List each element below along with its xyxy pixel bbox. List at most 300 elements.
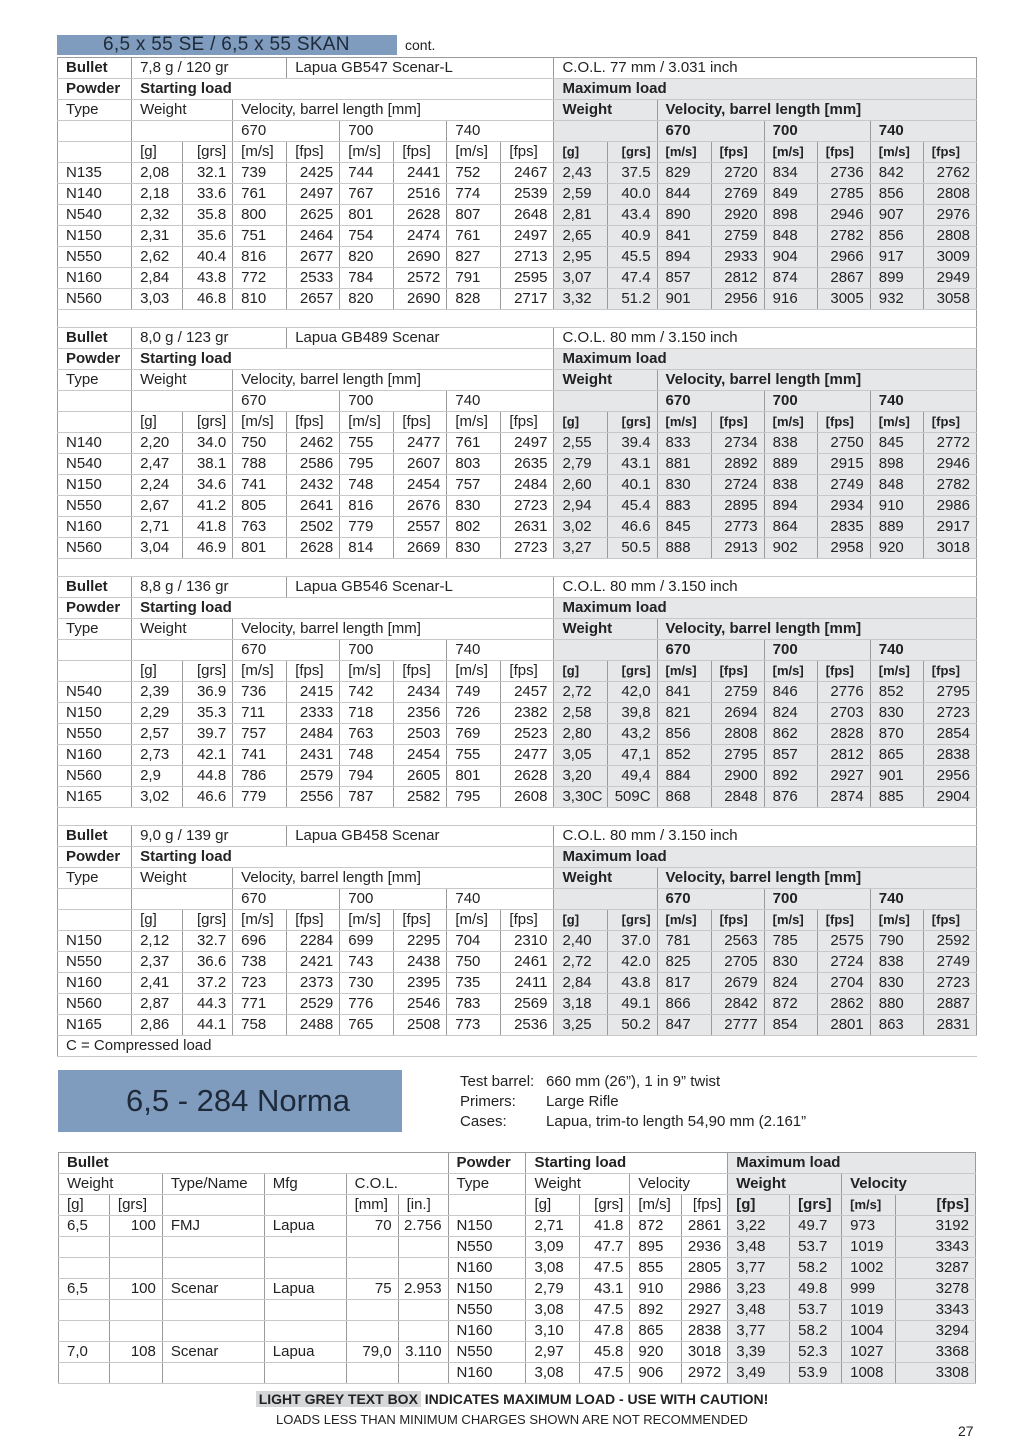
cell: 868: [657, 787, 711, 808]
unit-fps: [fps]: [817, 412, 870, 433]
cell: 2295: [394, 931, 447, 952]
cell: 42,0: [607, 682, 657, 703]
cell: 3.110: [398, 1342, 448, 1363]
max-weight-label: Weight: [554, 619, 657, 640]
cell: 833: [657, 433, 711, 454]
cell: 2425: [287, 163, 340, 184]
cell: 36.6: [183, 952, 233, 973]
cell: 816: [233, 247, 287, 268]
cell: 49.8: [790, 1279, 842, 1300]
unit-fps: [fps]: [501, 412, 554, 433]
cell: 2769: [711, 184, 764, 205]
unit-ms: [m/s]: [870, 142, 923, 163]
cell: 47.5: [580, 1258, 630, 1279]
norma-row: [59, 1342, 976, 1363]
cell: 801: [340, 205, 394, 226]
bullet-row: [58, 58, 977, 79]
cell: 3,48: [728, 1237, 790, 1258]
cell: 3009: [923, 247, 976, 268]
cell: 785: [764, 931, 817, 952]
cell: 817: [657, 973, 711, 994]
cell: 2723: [501, 496, 554, 517]
cell: 889: [870, 517, 923, 538]
cell: 2,47: [132, 454, 183, 475]
unit-g: [g]: [554, 910, 607, 931]
cell: 781: [657, 931, 711, 952]
cell: 6,5: [59, 1279, 110, 1300]
norma-units: [59, 1195, 976, 1216]
cell: N165: [58, 1015, 132, 1036]
unit-g: [g]: [728, 1195, 790, 1216]
cell: 2920: [711, 205, 764, 226]
cell: 2713: [501, 247, 554, 268]
cell: 2838: [923, 745, 976, 766]
type-row: [58, 100, 977, 121]
cell: 2569: [501, 994, 554, 1015]
cell: 2808: [923, 226, 976, 247]
norma-row: [59, 1237, 976, 1258]
cell: 39.4: [607, 433, 657, 454]
cell: 848: [764, 226, 817, 247]
cell: 45.4: [607, 496, 657, 517]
cell: 47.7: [580, 1237, 630, 1258]
cell: 2900: [711, 766, 764, 787]
cell: 2608: [501, 787, 554, 808]
cell: 3,02: [554, 517, 607, 538]
cell: 794: [340, 766, 394, 787]
norma-row: [59, 1279, 976, 1300]
cell: 779: [340, 517, 394, 538]
unit-ms: [m/s]: [447, 661, 501, 682]
cell: 830: [447, 538, 501, 559]
load-row: [58, 184, 977, 205]
cell: 2454: [394, 745, 447, 766]
norma-mfg-label: Mfg: [264, 1174, 346, 1195]
cell: 880: [870, 994, 923, 1015]
starting-load-label: Starting load: [132, 79, 554, 100]
load-row: [58, 538, 977, 559]
unit-g: [g]: [132, 910, 183, 931]
bullet-weight: 9,0 g / 139 gr: [132, 826, 287, 847]
starting-load-label: Starting load: [132, 847, 554, 868]
cell: 2,20: [132, 433, 183, 454]
cell: 902: [764, 538, 817, 559]
cell: 805: [233, 496, 287, 517]
cell: 751: [233, 226, 287, 247]
cell: 2310: [501, 931, 554, 952]
cell: [109, 1300, 162, 1321]
unit-ms: [m/s]: [233, 661, 287, 682]
cell: [264, 1300, 346, 1321]
cell: 6,5: [59, 1216, 110, 1237]
cell: 43.8: [183, 268, 233, 289]
cell: 2694: [711, 703, 764, 724]
cell: 829: [657, 163, 711, 184]
weight-label: Weight: [132, 619, 233, 640]
unit-row: [58, 661, 977, 682]
cell: 2,9: [132, 766, 183, 787]
cell: 894: [657, 247, 711, 268]
cell: N550: [448, 1237, 526, 1258]
unit-g: [g]: [554, 661, 607, 682]
weight-label: Weight: [132, 868, 233, 889]
bullet-weight: 8,8 g / 136 gr: [132, 577, 287, 598]
norma-maximum-label: Maximum load: [728, 1153, 976, 1174]
cell: 2464: [287, 226, 340, 247]
cell: N550: [448, 1300, 526, 1321]
cell: 932: [870, 289, 923, 310]
cell: 3278: [896, 1279, 976, 1300]
max-weight-label: Weight: [554, 100, 657, 121]
cell: N160: [58, 745, 132, 766]
cell: 2641: [287, 496, 340, 517]
unit-ms: [m/s]: [764, 142, 817, 163]
cell: 47,1: [607, 745, 657, 766]
cell: 892: [764, 766, 817, 787]
cell: 810: [233, 289, 287, 310]
spec-primers: Primers: Large Rifle: [460, 1093, 619, 1110]
cell: 852: [657, 745, 711, 766]
cell: 2927: [817, 766, 870, 787]
max-length-670: 670: [657, 889, 764, 910]
bullet-name: Lapua GB547 Scenar-L: [287, 58, 554, 79]
unit-g: [g]: [554, 412, 607, 433]
cell: 2723: [923, 973, 976, 994]
col-value: C.O.L. 77 mm / 3.031 inch: [554, 58, 977, 79]
load-table-norma: [58, 1152, 976, 1384]
cell: 2657: [287, 289, 340, 310]
col-value: C.O.L. 80 mm / 3.150 inch: [554, 328, 977, 349]
cell: N560: [58, 289, 132, 310]
cell: 866: [657, 994, 711, 1015]
spec-barrel: Test barrel: 660 mm (26”), 1 in 9” twist: [460, 1073, 721, 1090]
norma-bullet-label: Bullet: [59, 1153, 449, 1174]
cell: [162, 1321, 264, 1342]
cell: 699: [340, 931, 394, 952]
cell: 816: [340, 496, 394, 517]
cell: 2421: [287, 952, 340, 973]
cell: 2,62: [132, 247, 183, 268]
cell: 755: [340, 433, 394, 454]
cell: 3,25: [554, 1015, 607, 1036]
cell: 53.7: [790, 1237, 842, 1258]
unit-ms: [m/s]: [764, 910, 817, 931]
cell: 2782: [923, 475, 976, 496]
cell: 2,72: [554, 682, 607, 703]
cell: [162, 1237, 264, 1258]
unit-ms: [m/s]: [842, 1195, 896, 1216]
length-700: 700: [340, 121, 447, 142]
cell: 2461: [501, 952, 554, 973]
cell: 874: [764, 268, 817, 289]
cell: [59, 1363, 110, 1384]
unit-ms: [m/s]: [233, 910, 287, 931]
bullet-label: Bullet: [58, 58, 132, 79]
cell: N160: [448, 1321, 526, 1342]
cell: 2704: [817, 973, 870, 994]
cell: 784: [340, 268, 394, 289]
cell: 35.3: [183, 703, 233, 724]
cell: N560: [58, 994, 132, 1015]
cell: 2516: [394, 184, 447, 205]
cell: 2772: [923, 433, 976, 454]
cell: 2808: [711, 724, 764, 745]
norma-row: [59, 1216, 976, 1237]
cell: 2724: [711, 475, 764, 496]
cell: 904: [764, 247, 817, 268]
cell: N160: [58, 973, 132, 994]
cell: 2502: [287, 517, 340, 538]
cell: N140: [58, 433, 132, 454]
cell: 36.9: [183, 682, 233, 703]
cell: 2705: [711, 952, 764, 973]
cell: 2913: [711, 538, 764, 559]
cell: 2431: [287, 745, 340, 766]
cell: 828: [447, 289, 501, 310]
cell: 856: [657, 724, 711, 745]
compressed-note: C = Compressed load: [58, 1036, 977, 1057]
cell: 37.5: [607, 163, 657, 184]
cell: 2895: [711, 496, 764, 517]
cell: 899: [870, 268, 923, 289]
cell: 39.7: [183, 724, 233, 745]
cell: 2,40: [554, 931, 607, 952]
cell: N550: [58, 724, 132, 745]
cell: 2,43: [554, 163, 607, 184]
length-row: [58, 391, 977, 412]
cell: 46.9: [183, 538, 233, 559]
cell: 773: [447, 1015, 501, 1036]
max-length-670: 670: [657, 640, 764, 661]
bullet-name: Lapua GB546 Scenar-L: [287, 577, 554, 598]
maximum-load-label: Maximum load: [554, 847, 977, 868]
cell: 741: [233, 475, 287, 496]
bullet-row: [58, 577, 977, 598]
cell: 2434: [394, 682, 447, 703]
maximum-load-label: Maximum load: [554, 79, 977, 100]
load-row: [58, 289, 977, 310]
cell: 916: [764, 289, 817, 310]
cell: 39,8: [607, 703, 657, 724]
powder-row: [58, 847, 977, 868]
cell: N160: [58, 268, 132, 289]
norma-start-weight: Weight: [526, 1174, 630, 1195]
maximum-load-label: Maximum load: [554, 349, 977, 370]
cell: 2395: [394, 973, 447, 994]
cell: 2488: [287, 1015, 340, 1036]
load-row: [58, 205, 977, 226]
unit-row: [58, 910, 977, 931]
cell: 47.5: [580, 1300, 630, 1321]
load-row: [58, 496, 977, 517]
unit-ms: [m/s]: [870, 412, 923, 433]
cell: 704: [447, 931, 501, 952]
cell: 2575: [817, 931, 870, 952]
cell: 3,77: [728, 1258, 790, 1279]
cell: 827: [447, 247, 501, 268]
cell: 100: [109, 1279, 162, 1300]
velocity-label: Velocity, barrel length [mm]: [233, 868, 554, 889]
cell: 2854: [923, 724, 976, 745]
cell: 44.8: [183, 766, 233, 787]
cell: N560: [58, 766, 132, 787]
cell: 801: [233, 538, 287, 559]
cell: 834: [764, 163, 817, 184]
norma-row: [59, 1321, 976, 1342]
cell: 910: [870, 496, 923, 517]
unit-fps: [fps]: [394, 142, 447, 163]
cell: 2628: [501, 766, 554, 787]
cell: 2750: [817, 433, 870, 454]
unit-ms: [m/s]: [447, 412, 501, 433]
cell: [346, 1258, 398, 1279]
max-length-740: 740: [870, 391, 976, 412]
cell: 2812: [817, 745, 870, 766]
cell: 830: [764, 952, 817, 973]
load-table-body: [58, 58, 977, 1057]
load-row: [58, 517, 977, 538]
cell: 907: [870, 205, 923, 226]
load-row: [58, 433, 977, 454]
unit-ms: [m/s]: [340, 910, 394, 931]
max-length-670: 670: [657, 121, 764, 142]
cell: 7,0: [59, 1342, 110, 1363]
cell: 41.8: [183, 517, 233, 538]
cell: 2717: [501, 289, 554, 310]
cell: 841: [657, 226, 711, 247]
load-row: [58, 724, 977, 745]
cell: 2441: [394, 163, 447, 184]
cell: 2,60: [554, 475, 607, 496]
cell: 2759: [711, 226, 764, 247]
cell: 2934: [817, 496, 870, 517]
cell: 2556: [287, 787, 340, 808]
cell: 906: [630, 1363, 682, 1384]
cell: 865: [870, 745, 923, 766]
cell: 45.8: [580, 1342, 630, 1363]
unit-fps: [fps]: [501, 910, 554, 931]
cell: 108: [109, 1342, 162, 1363]
load-row: [58, 787, 977, 808]
norma-weight-label: Weight: [59, 1174, 163, 1195]
cell: 2607: [394, 454, 447, 475]
norma-start-velocity: Velocity: [630, 1174, 728, 1195]
cell: 820: [340, 289, 394, 310]
cell: 761: [233, 184, 287, 205]
cell: [346, 1237, 398, 1258]
cell: 3,23: [728, 1279, 790, 1300]
cell: 34.6: [183, 475, 233, 496]
cell: 2477: [501, 745, 554, 766]
cell: [59, 1237, 110, 1258]
norma-row: [59, 1258, 976, 1279]
load-row: [58, 268, 977, 289]
cell: N160: [448, 1258, 526, 1279]
cell: 1008: [842, 1363, 896, 1384]
cell: 3018: [682, 1342, 728, 1363]
cell: 2,84: [132, 268, 183, 289]
cell: 2946: [923, 454, 976, 475]
cell: 2,81: [554, 205, 607, 226]
cell: N150: [58, 931, 132, 952]
cell: 898: [764, 205, 817, 226]
cell: 2838: [682, 1321, 728, 1342]
cell: 1004: [842, 1321, 896, 1342]
cell: 2592: [923, 931, 976, 952]
maximum-load-label: Maximum load: [554, 598, 977, 619]
max-length-700: 700: [764, 889, 870, 910]
cell: 2595: [501, 268, 554, 289]
unit-g: [g]: [132, 412, 183, 433]
cell: 2284: [287, 931, 340, 952]
cell: [162, 1363, 264, 1384]
col-value: C.O.L. 80 mm / 3.150 inch: [554, 577, 977, 598]
unit-fps: [fps]: [711, 412, 764, 433]
cell: 34.0: [183, 433, 233, 454]
cell: N135: [58, 163, 132, 184]
unit-grs: [grs]: [580, 1195, 630, 1216]
cell: 40.0: [607, 184, 657, 205]
unit-fps: [fps]: [287, 910, 340, 931]
cell: 847: [657, 1015, 711, 1036]
cell: 872: [630, 1216, 682, 1237]
cell: 2703: [817, 703, 870, 724]
load-row: [58, 766, 977, 787]
unit-fps: [fps]: [923, 412, 976, 433]
max-length-700: 700: [764, 640, 870, 661]
cell: 2904: [923, 787, 976, 808]
cell: 892: [630, 1300, 682, 1321]
length-700: 700: [340, 391, 447, 412]
cell: N550: [448, 1342, 526, 1363]
load-row: [58, 454, 977, 475]
unit-ms: [m/s]: [447, 910, 501, 931]
unit-grs: [grs]: [790, 1195, 842, 1216]
cell: 3,04: [132, 538, 183, 559]
cell: 2,94: [554, 496, 607, 517]
unit-fps: [fps]: [923, 661, 976, 682]
bullet-label: Bullet: [58, 328, 132, 349]
unit-ms: [m/s]: [233, 142, 287, 163]
norma-title: 6,5 - 284 Norma: [58, 1070, 402, 1132]
norma-header-1: [59, 1153, 976, 1174]
unit-fps: [fps]: [394, 661, 447, 682]
cell: 42.0: [607, 952, 657, 973]
cell: 2497: [501, 226, 554, 247]
cell: 2723: [923, 703, 976, 724]
cell: 3,20: [554, 766, 607, 787]
cell: 765: [340, 1015, 394, 1036]
cell: 2,24: [132, 475, 183, 496]
cell: N150: [448, 1279, 526, 1300]
cell: 1019: [842, 1237, 896, 1258]
cell: N540: [58, 205, 132, 226]
unit-row: [58, 412, 977, 433]
cell: 37.2: [183, 973, 233, 994]
length-row: [58, 121, 977, 142]
velocity-label: Velocity, barrel length [mm]: [233, 370, 554, 391]
velocity-label: Velocity, barrel length [mm]: [233, 619, 554, 640]
block-separator: [58, 808, 977, 826]
load-row: [58, 703, 977, 724]
cell: 3,10: [526, 1321, 580, 1342]
cell: 509C: [607, 787, 657, 808]
cell: 2648: [501, 205, 554, 226]
cell: 2972: [682, 1363, 728, 1384]
cell: 761: [447, 433, 501, 454]
cell: 2,08: [132, 163, 183, 184]
cell: 49.1: [607, 994, 657, 1015]
